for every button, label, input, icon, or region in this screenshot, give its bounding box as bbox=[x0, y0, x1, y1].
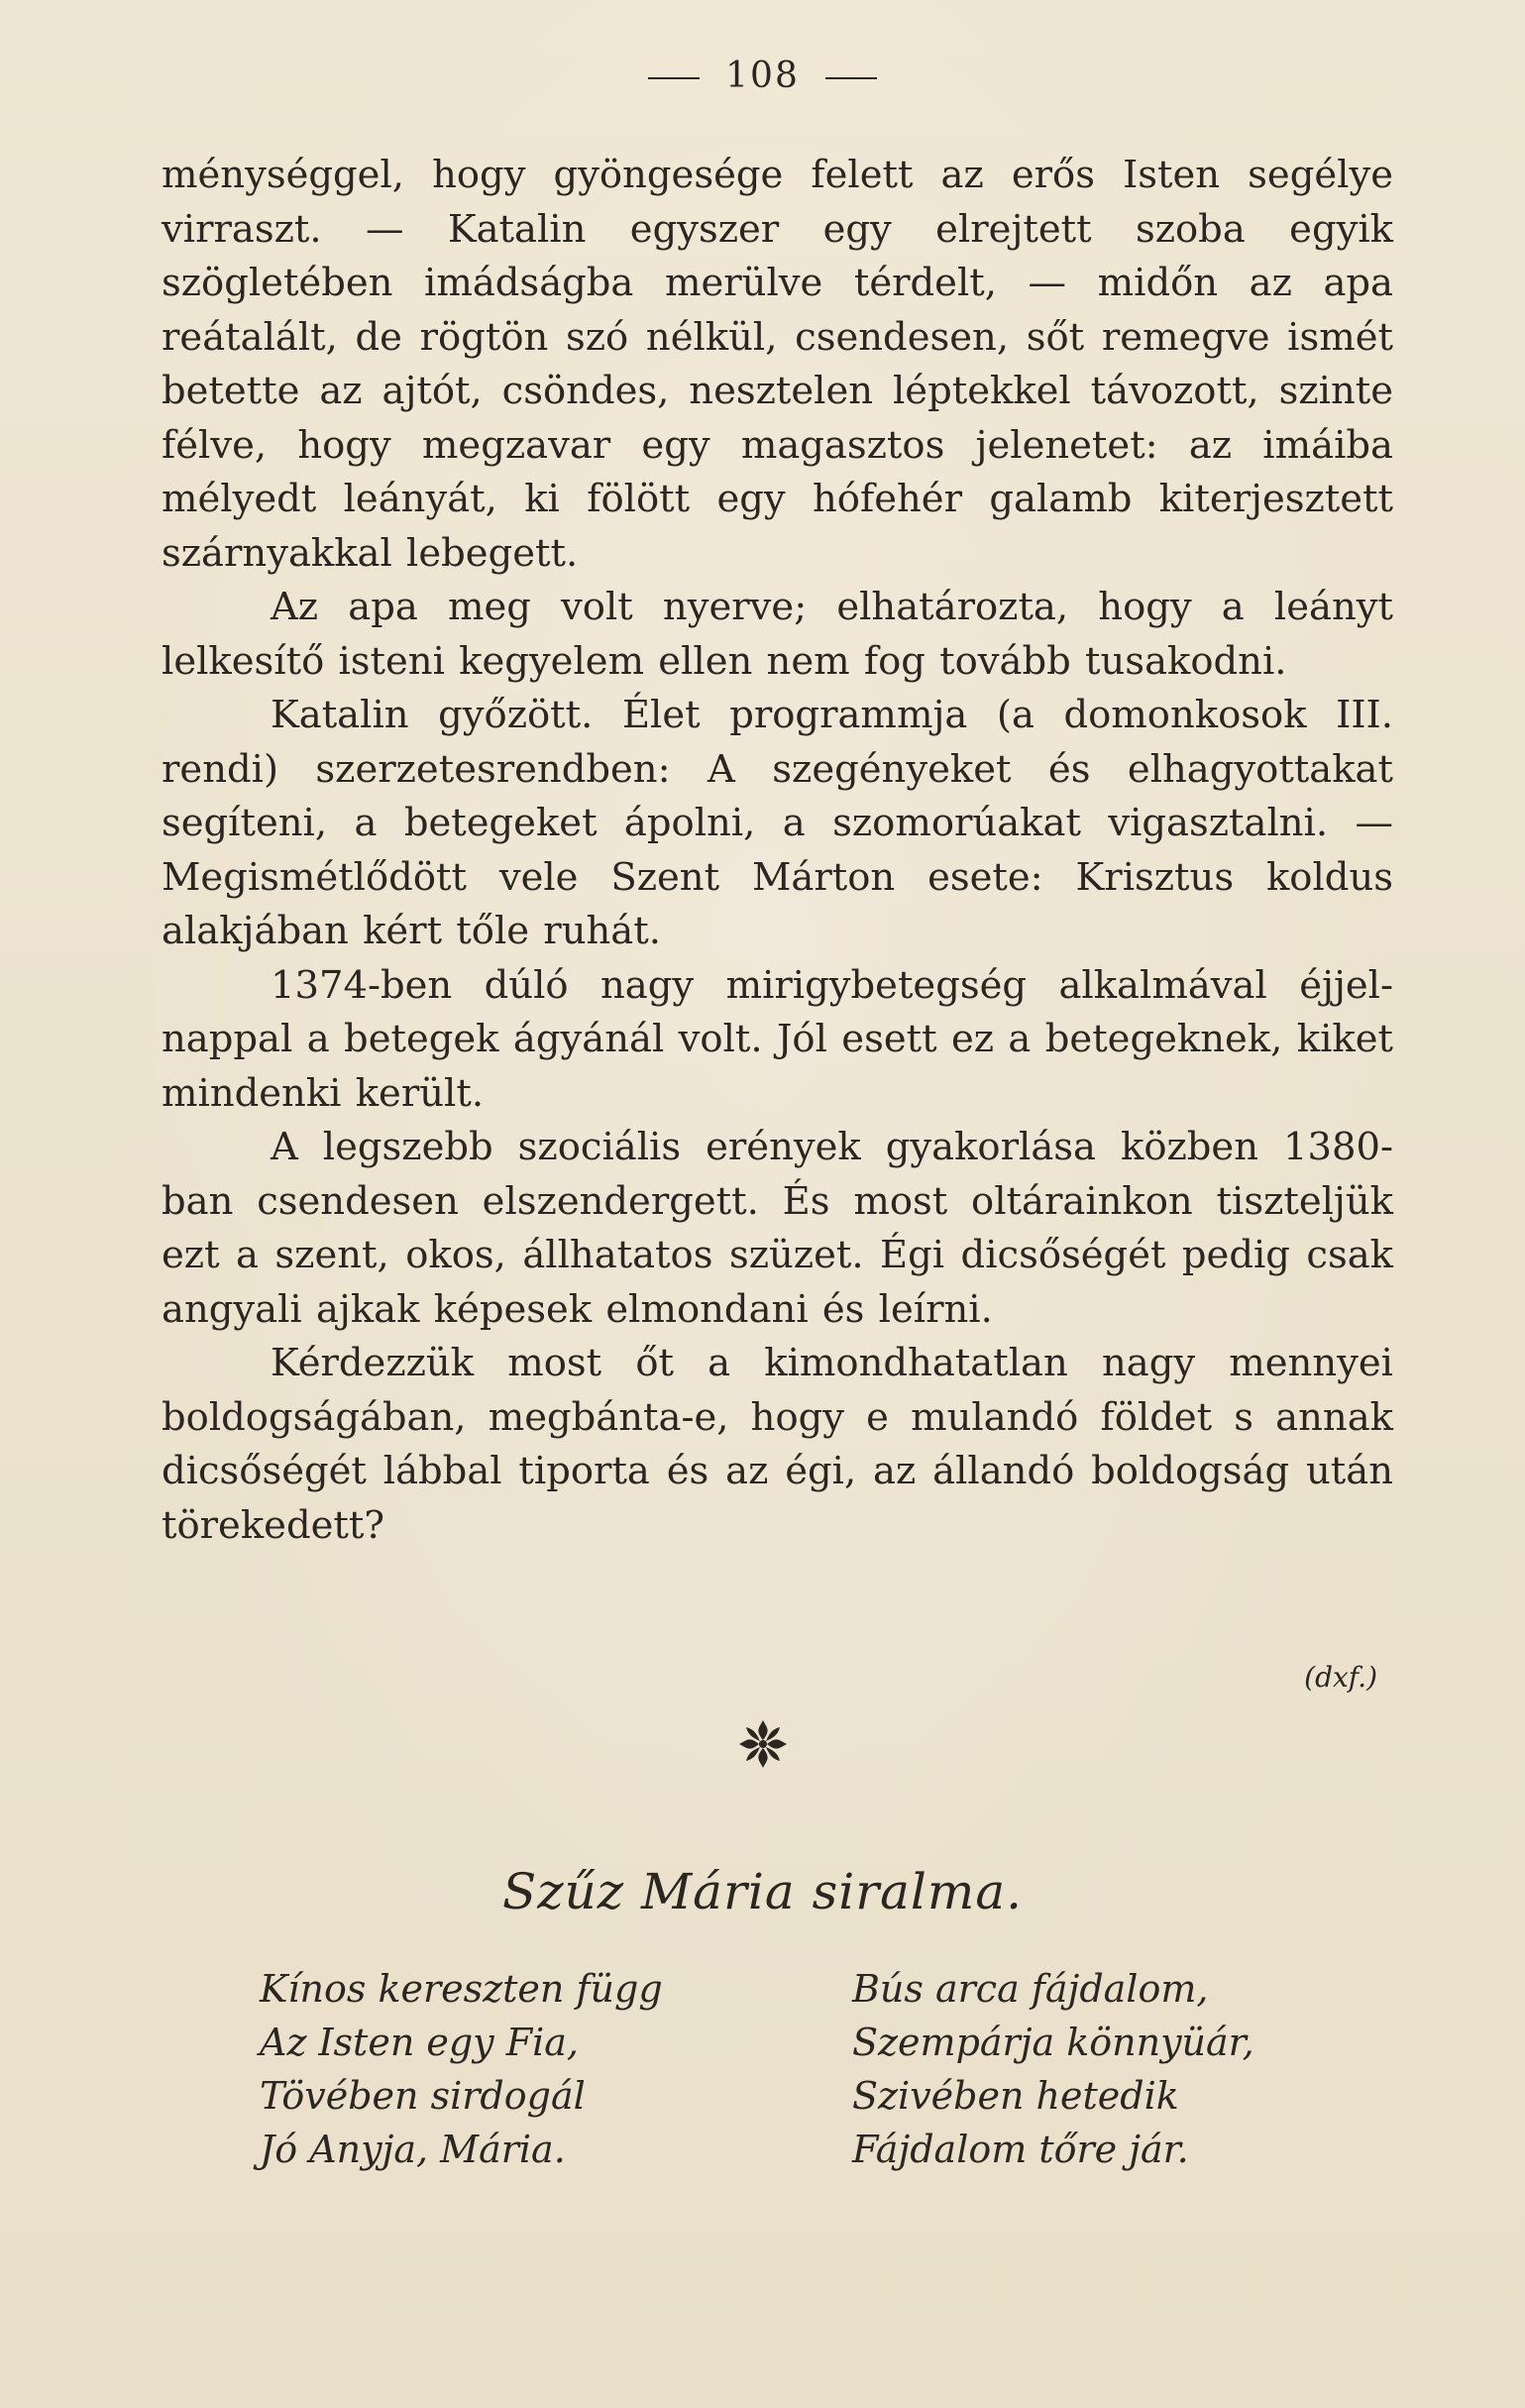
poem-stanza-left bbox=[260, 1962, 663, 2176]
page-number-value: 108 bbox=[725, 55, 800, 96]
poem-line: Tövében sirdogál bbox=[260, 2074, 586, 2118]
poem-line: Az Isten egy Fia, bbox=[260, 2021, 579, 2064]
poem-line: Szivében hetedik bbox=[852, 2074, 1179, 2118]
paragraph: A legszebb szociális erények gyakorlása közben 1380-ban csendesen elszendergett. És most oltárainkon tiszteljük ezt a szent, okos, állhatatos szüzet. Égi dicsőségét pedig csak angyali ajkak képesek elmondani és leírni. bbox=[162, 1125, 1393, 1332]
page-number-dash-right bbox=[825, 77, 877, 79]
poem-line: Jó Anyja, Mária. bbox=[260, 2128, 566, 2171]
author-signature: (dxf.) bbox=[1304, 1661, 1377, 1694]
paragraph: 1374-ben dúló nagy mirigybetegség alkalmával éjjel-nappal a betegek ágyánál volt. Jól esett ez a betegeknek, kiket mindenki került. bbox=[162, 962, 1393, 1116]
paragraph: Kérdezzük most őt a kimondhatatlan nagy mennyei boldogságában, megbánta-e, hogy e mulandó földet s annak dicsőségét lábbal tiporta és az égi, az állandó boldogság után törekedett? bbox=[162, 1341, 1393, 1548]
page-number bbox=[0, 55, 1525, 96]
poem-line: Szempárja könnyüár, bbox=[852, 2021, 1254, 2064]
poem-line: Bús arca fájdalom, bbox=[852, 1967, 1209, 2011]
poem-stanza-right bbox=[852, 1962, 1254, 2176]
paragraph: ménységgel, hogy gyöngesége felett az erős Isten segélye virraszt. — Katalin egyszer egy elrejtett szoba egyik szögletében imádságba merülve térdelt, — midőn az apa reátalált, de rögtön szó nélkül, csendesen, sőt remegve ismét betette az ajtót, csöndes, nesztelen léptekkel távozott, szinte félve, hogy megzavar egy magasztos jelenetet: az imáiba mélyedt leányát, ki fölött egy hófehér galamb kiterjesztett szárnyakkal lebegett. bbox=[162, 153, 1393, 576]
paragraph: Katalin győzött. Élet programmja (a domonkosok III. rendi) szerzetesrendben: A szegényeket és elhagyottakat segíteni, a betegeket ápolni, a szomorúakat vigasztalni. — Megismétlődött vele Szent Márton esete: Krisztus koldus alakjában kért tőle ruhát. bbox=[162, 693, 1393, 953]
fleuron-ornament-icon bbox=[733, 1714, 793, 1774]
page-number-dash-left bbox=[648, 77, 700, 79]
poem-line: Kínos kereszten függ bbox=[260, 1967, 663, 2011]
body-text bbox=[162, 149, 1393, 1553]
poem-line: Fájdalom tőre jár. bbox=[852, 2128, 1189, 2171]
poem-title: Szűz Mária siralma. bbox=[501, 1863, 1024, 1920]
paragraph: Az apa meg volt nyerve; elhatározta, hogy a leányt lelkesítő isteni kegyelem ellen nem fog tovább tusakodni. bbox=[162, 585, 1393, 684]
